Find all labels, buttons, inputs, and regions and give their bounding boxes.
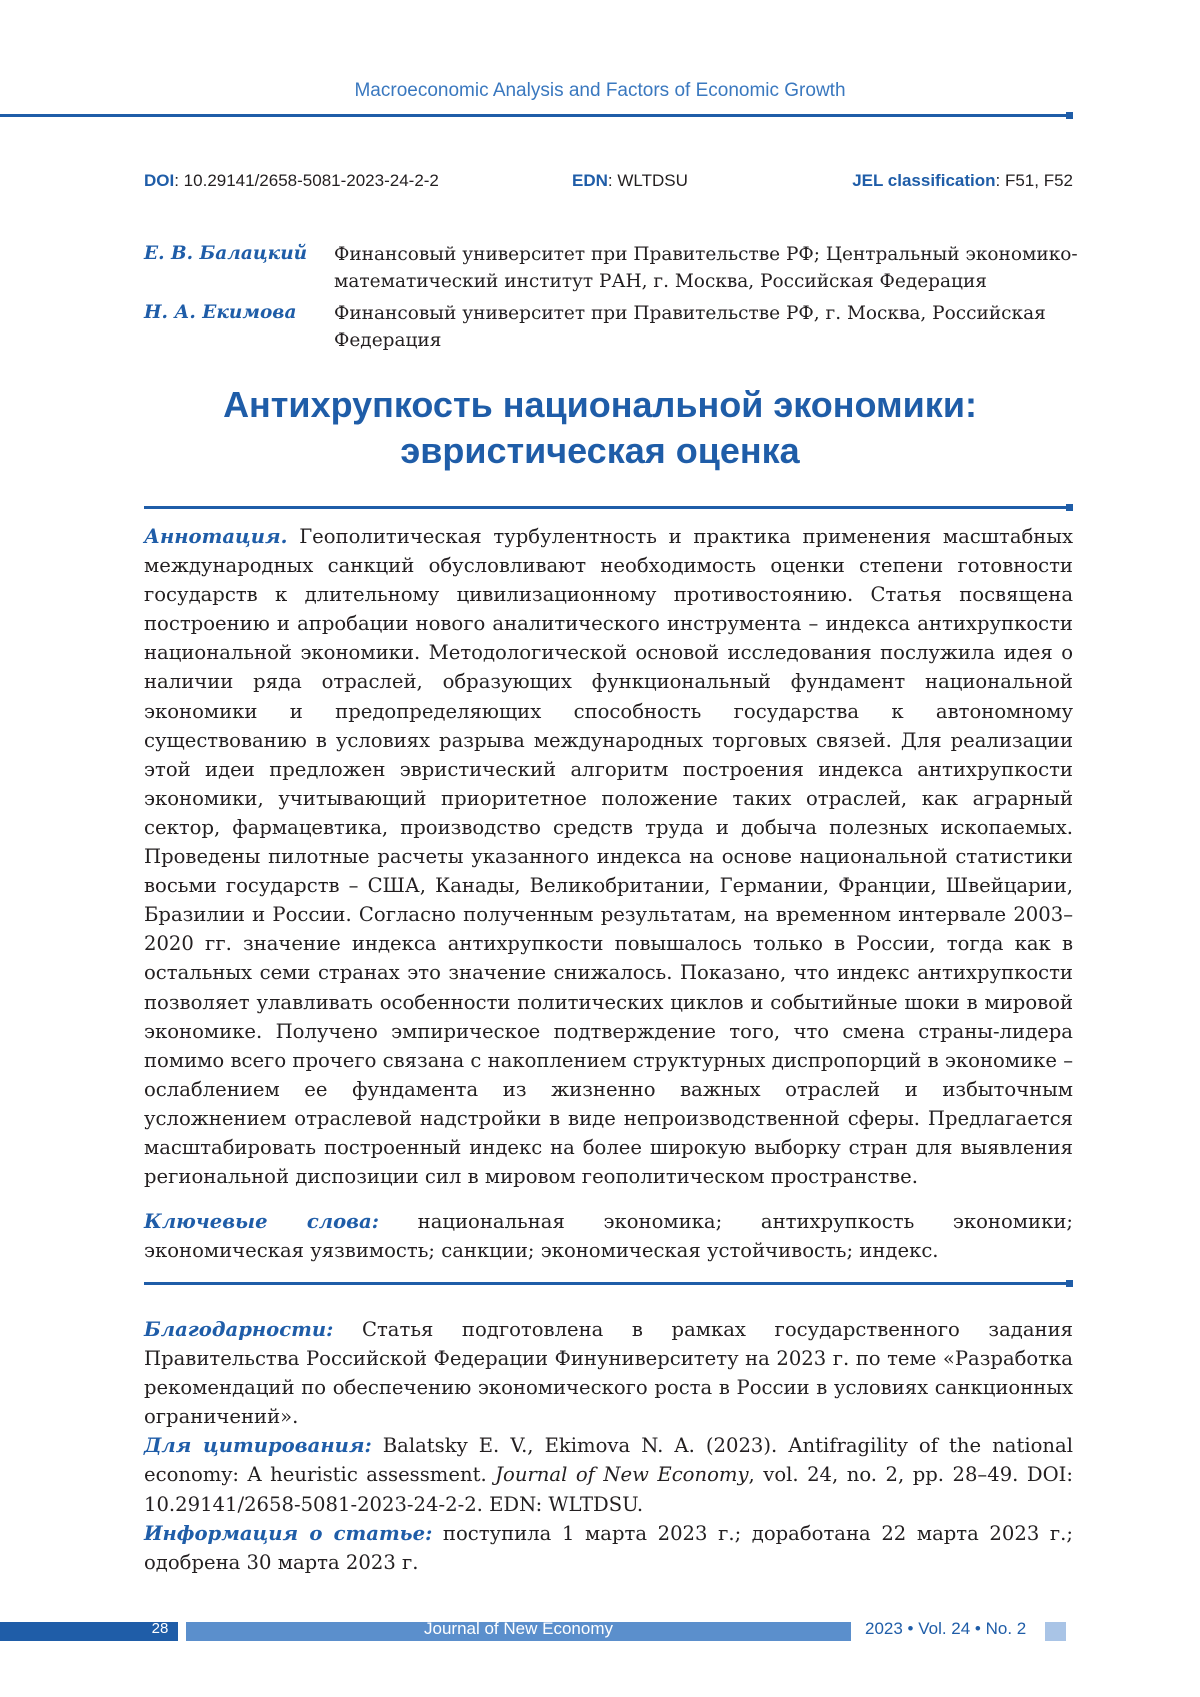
article-info-text: поступила 1 марта 2023 г.; доработана 22 марта 2023 г.; одобрена 30 марта 2023 г. [144,1521,1073,1574]
running-header: Macroeconomic Analysis and Factors of Economic Growth [354,80,846,101]
abstract-top-rule-end [1066,504,1073,511]
citation [144,1431,1073,1518]
header-rule [0,114,1068,117]
citation-journal: Journal of New Economy [495,1463,749,1487]
article-info [144,1519,1073,1577]
abstract-bottom-rule [144,1282,1068,1285]
jel-value: : F51, F52 [995,171,1073,190]
page-number: 28 [151,1620,169,1637]
footer-issue: 2023 • Vol. 24 • No. 2 [865,1619,1027,1638]
header-rule-end [1066,112,1073,119]
title-line-1: Антихрупкость национальной экономики: [223,384,977,425]
citation-text-after: , vol. 24, no. 2, pp. 28–49. DOI: 10.29141/2658-5081-2023-24-2-2. EDN: WLTDSU. [144,1463,1073,1516]
edn [572,171,688,191]
title-line-2: эвристическая оценка [400,430,800,471]
article-notes [144,1315,1073,1577]
jel-label: JEL classification [852,171,996,190]
keywords-label: Ключевые слова: [144,1210,379,1233]
footer-bar-end [1045,1622,1066,1641]
edn-label: EDN [572,171,608,190]
doi-value: : 10.29141/2658-5081-2023-24-2-2 [174,171,439,190]
article-info-label: Информация о статье: [144,1521,433,1545]
author-name-1: Е. В. Балацкий [144,243,308,264]
citation-label: Для цитирования: [144,1434,372,1458]
acknowledgments-label: Благодарности: [144,1318,334,1341]
author-affiliation-2: Финансовый университет при Правительстве РФ, г. Москва, Российская Федерация [334,303,1046,351]
abstract-text: Геополитическая турбулентность и практика применения масштабных международных санкций обусловливают необходимость оценки степени готовности государств к длительному цивилизационному противостоянию. Статья посвящена построению и апробации нового аналитического инструмента – индекса антихрупкости национальной экономики. Методологической основой исследования послужила идея о наличии ряда отраслей, образующих функциональный фундамент национальной экономики и предопределяющих способность государства к автономному существованию в условиях разрыва международных торговых связей. Для реализации этой идеи предложен эвристический алгоритм построения индекса антихрупкости экономики, учитывающий приоритетное положение таких отраслей, как аграрный сектор, фармацевтика, производство средств труда и добыча полезных ископаемых. Проведены пилотные расчеты указанного индекса на основе национальной статистики восьми государств – США, Канады, Великобритании, Германии, Франции, Швейцарии, Бразилии и России. Согласно полученным результатам, на временном интервале 2003–2020 гг. значение индекса антихрупкости повышалось только в России, тогда как в остальных семи странах это значение снижалось. Показано, что индекс антихрупкости позволяет улавливать особенности политических циклов и событийные шоки в мировой экономике. Получено эмпирическое подтверждение того, что смена страны-лидера помимо всего прочего связана с накоплением структурных диспропорций в экономике – ослаблением ее фундамента из жизненно важных отраслей и избыточным усложнением отраслевой надстройки в виде непроизводственной сферы. Предлагается масштабировать построенный индекс на более широкую выборку стран для выявления региональной диспозиции сил в мировом геополитическом пространстве. [144,525,1074,1189]
footer-journal-name: Journal of New Economy [424,1619,613,1638]
acknowledgments [144,1315,1073,1431]
doi [144,171,439,191]
jel [852,171,1073,191]
abstract-top-rule [144,506,1068,509]
abstract-label: Аннотация. [144,525,288,548]
citation-text: Balatsky E. V., Ekimova N. A. (2023). Antifragility of the national economy: A heuristic assessment. [144,1434,1073,1487]
author-name-2: Н. А. Екимова [144,302,297,323]
author-affiliation-1: Финансовый университет при Правительстве РФ; Центральный экономико-математический институт РАН, г. Москва, Российская Федерация [334,244,1078,292]
keywords [144,1207,1073,1265]
keywords-text: национальная экономика; антихрупкость экономики; экономическая уязвимость; санкции; экономическая устойчивость; индекс. [144,1210,1073,1263]
article-title [150,382,1050,474]
acknowledgments-text: Статья подготовлена в рамках государственного задания Правительства Российской Федерации Финуниверситету на 2023 г. по теме «Разработка рекомендаций по обеспечению экономического роста в России в условиях санкционных ограничений». [144,1318,1073,1429]
abstract [144,522,1073,1191]
edn-value: : WLTDSU [607,171,688,190]
doi-label: DOI [144,171,175,190]
abstract-bottom-rule-end [1066,1280,1073,1287]
